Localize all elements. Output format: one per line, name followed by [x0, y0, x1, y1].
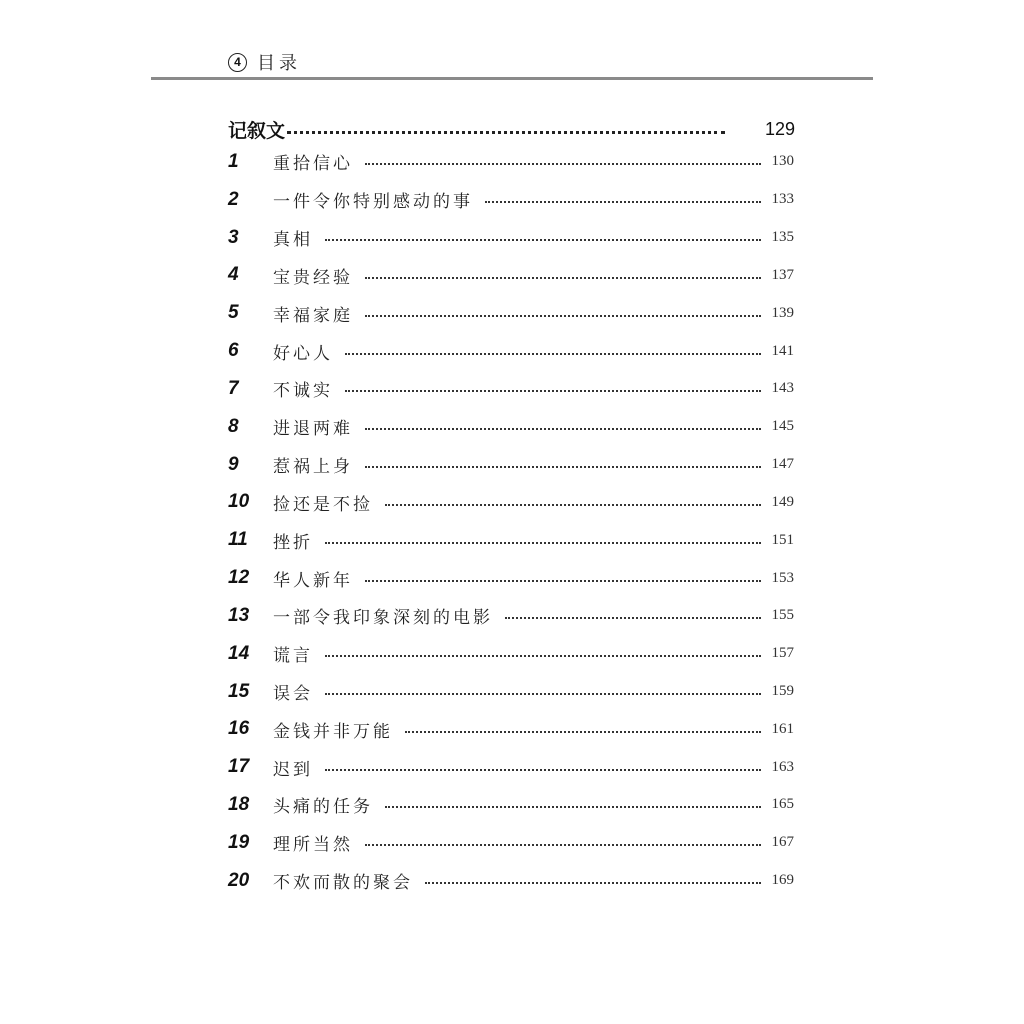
- toc-entry-number: 12: [228, 567, 250, 589]
- page-header: [228, 48, 301, 76]
- page-number-badge: 4: [228, 53, 247, 72]
- toc-entry-title: 不欢而散的聚会: [273, 873, 413, 894]
- toc-entry[interactable]: [228, 370, 794, 408]
- toc-leader-dots: [385, 806, 761, 808]
- section-title: 记叙文: [228, 119, 286, 142]
- toc-entry-page: 159: [771, 683, 794, 699]
- toc-entry-number: 14: [228, 642, 250, 664]
- toc-entry-title: 谎言: [273, 646, 313, 667]
- toc-entry-page: 149: [771, 493, 794, 510]
- toc-leader-dots: [325, 239, 761, 241]
- toc-entry-page: 155: [771, 607, 794, 624]
- toc-entry-page: 165: [771, 796, 794, 813]
- toc-list: [228, 143, 794, 900]
- toc-entry[interactable]: [228, 824, 794, 862]
- toc-entry-page: 147: [771, 456, 794, 473]
- toc-entry-page: 153: [771, 569, 794, 586]
- toc-entry-page: 137: [771, 266, 794, 283]
- section-page-number: 129: [764, 118, 795, 139]
- toc-entry[interactable]: [228, 408, 794, 446]
- toc-leader-dots: [365, 315, 761, 317]
- toc-entry-title: 重拾信心: [273, 154, 353, 175]
- toc-entry-title: 一件令你特别感动的事: [273, 192, 473, 213]
- toc-entry-title: 惹祸上身: [273, 457, 353, 478]
- toc-entry-page: 169: [771, 872, 794, 889]
- toc-entry[interactable]: [228, 446, 794, 484]
- toc-entry[interactable]: [228, 181, 794, 219]
- toc-entry[interactable]: [228, 483, 794, 521]
- section-leader-dots: [287, 131, 725, 134]
- toc-entry[interactable]: [228, 219, 794, 257]
- toc-entry[interactable]: [228, 862, 794, 900]
- toc-leader-dots: [325, 769, 761, 771]
- header-title: 目录: [257, 53, 301, 74]
- toc-entry[interactable]: [228, 559, 794, 597]
- toc-entry-number: 10: [228, 491, 250, 513]
- toc-entry-page: 161: [771, 720, 794, 737]
- toc-entry-page: 145: [771, 418, 794, 435]
- toc-entry[interactable]: [228, 673, 794, 711]
- toc-entry[interactable]: [228, 786, 794, 824]
- header-rule: [151, 77, 873, 80]
- toc-entry-number: 4: [228, 264, 239, 286]
- toc-leader-dots: [365, 277, 761, 279]
- toc-leader-dots: [345, 390, 761, 392]
- toc-entry-title: 华人新年: [273, 570, 353, 591]
- toc-entry[interactable]: [228, 635, 794, 673]
- toc-entry-title: 宝贵经验: [273, 267, 353, 288]
- toc-entry-number: 8: [228, 415, 239, 437]
- toc-leader-dots: [485, 201, 761, 203]
- toc-entry-number: 7: [228, 377, 239, 399]
- toc-entry[interactable]: [228, 748, 794, 786]
- toc-entry-number: 13: [228, 604, 250, 626]
- toc-entry[interactable]: [228, 256, 794, 294]
- toc-entry[interactable]: [228, 143, 794, 181]
- toc-entry-title: 挫折: [273, 532, 313, 553]
- toc-leader-dots: [405, 731, 761, 733]
- toc-leader-dots: [365, 466, 761, 468]
- toc-entry-number: 19: [228, 831, 250, 853]
- toc-entry-page: 141: [771, 342, 794, 359]
- toc-entry-number: 16: [228, 718, 250, 740]
- toc-entry[interactable]: [228, 521, 794, 559]
- toc-entry-number: 5: [228, 302, 239, 324]
- toc-entry[interactable]: [228, 597, 794, 635]
- toc-leader-dots: [365, 428, 761, 430]
- toc-leader-dots: [365, 580, 761, 582]
- toc-entry-title: 真相: [273, 230, 313, 251]
- toc-entry-number: 6: [228, 340, 239, 362]
- toc-leader-dots: [325, 693, 761, 695]
- toc-entry-page: 163: [771, 758, 794, 775]
- toc-entry-title: 迟到: [273, 759, 313, 780]
- toc-leader-dots: [365, 163, 761, 165]
- toc-entry-title: 不诚实: [273, 381, 333, 402]
- toc-leader-dots: [365, 844, 761, 846]
- toc-entry-title: 误会: [273, 684, 313, 704]
- toc-entry-page: 130: [771, 153, 794, 170]
- toc-entry-title: 幸福家庭: [273, 305, 353, 326]
- toc-entry-number: 17: [228, 756, 250, 778]
- toc-entry-page: 143: [771, 380, 794, 397]
- toc-entry-number: 1: [228, 150, 239, 172]
- toc-entry-number: 15: [228, 680, 250, 702]
- toc-entry-page: 139: [771, 304, 794, 321]
- toc-leader-dots: [505, 617, 761, 619]
- toc-entry-number: 18: [228, 793, 250, 815]
- toc-entry-title: 一部令我印象深刻的电影: [273, 608, 493, 629]
- toc-leader-dots: [385, 504, 761, 506]
- toc-entry-number: 20: [228, 869, 250, 891]
- toc-entry-page: 157: [771, 645, 794, 662]
- toc-entry-number: 2: [228, 188, 239, 210]
- toc-entry-title: 捡还是不捡: [273, 494, 373, 515]
- toc-leader-dots: [325, 655, 761, 657]
- toc-leader-dots: [425, 882, 761, 884]
- toc-entry-title: 好心人: [273, 343, 333, 364]
- section-heading[interactable]: [228, 115, 795, 143]
- toc-entry-page: 167: [771, 834, 794, 851]
- toc-entry-title: 理所当然: [273, 835, 353, 856]
- toc-entry-page: 133: [771, 191, 794, 208]
- toc-entry-title: 金钱并非万能: [273, 721, 393, 742]
- toc-entry-title: 进退两难: [273, 419, 353, 440]
- toc-leader-dots: [345, 353, 761, 355]
- toc-entry[interactable]: [228, 332, 794, 370]
- toc-entry-page: 135: [771, 229, 794, 246]
- toc-entry-number: 11: [228, 529, 248, 551]
- toc-entry[interactable]: [228, 710, 794, 748]
- toc-entry-number: 9: [228, 453, 239, 475]
- toc-entry-title: 头痛的任务: [273, 797, 373, 818]
- toc-entry[interactable]: [228, 294, 794, 332]
- toc-leader-dots: [325, 542, 761, 544]
- toc-entry-number: 3: [228, 226, 239, 248]
- toc-entry-page: 151: [771, 531, 794, 548]
